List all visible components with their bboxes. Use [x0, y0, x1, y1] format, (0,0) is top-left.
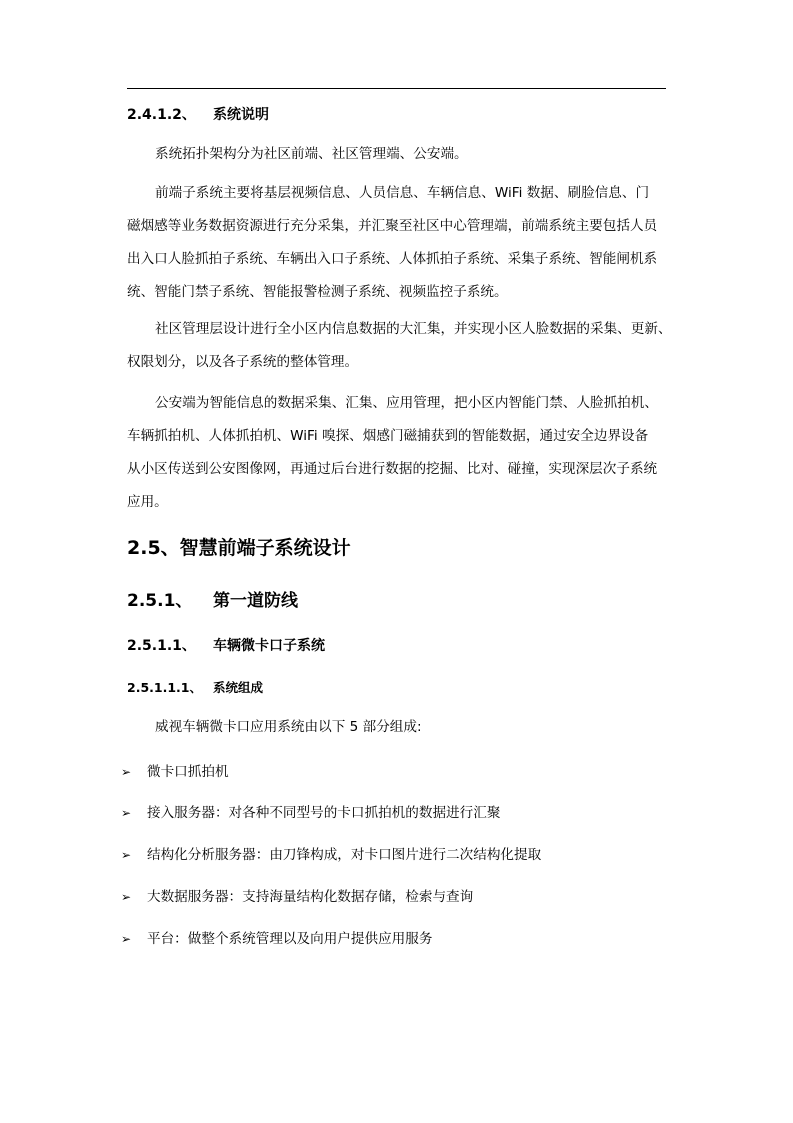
heading-number: 2.5.1.1、	[127, 638, 196, 654]
paragraph-police	[127, 387, 666, 519]
bullet-arrow-icon: ➢	[121, 890, 132, 904]
paragraph-line: 统、智能门禁子系统、智能报警检测子系统、视频监控子系统。	[127, 284, 508, 300]
list-item	[121, 927, 432, 947]
list-item-text: 大数据服务器：支持海量结构化数据存储，检索与查询	[147, 889, 474, 905]
bullet-arrow-icon: ➢	[121, 848, 132, 862]
bullet-arrow-icon: ➢	[121, 765, 132, 779]
bullet-arrow-icon: ➢	[121, 806, 132, 820]
paragraph-line: 前端子系统主要将基层视频信息、人员信息、车辆信息、WiFi 数据、刷脸信息、门	[155, 185, 650, 201]
heading-number: 2.4.1.2、	[127, 107, 196, 123]
heading-title: 系统说明	[213, 107, 269, 123]
list-item	[121, 760, 229, 780]
paragraph-line: 从小区传送到公安图像网，再通过后台进行数据的挖掘、比对、碰撞，实现深层次子系统	[127, 461, 658, 477]
paragraph-frontend	[127, 177, 666, 309]
list-item	[121, 801, 500, 821]
paragraph-management	[127, 313, 672, 379]
paragraph-line: 公安端为智能信息的数据采集、汇集、应用管理，把小区内智能门禁、人脸抓拍机、	[155, 395, 658, 411]
heading-2-5-1-1	[127, 635, 325, 655]
list-item-text: 微卡口抓拍机	[147, 764, 229, 780]
heading-title: 系统组成	[213, 680, 264, 695]
heading-number: 2.5.1.1.1、	[127, 680, 202, 695]
paragraph-line: 系统拓扑架构分为社区前端、社区管理端、公安端。	[155, 146, 468, 162]
paragraph-line: 磁烟感等业务数据资源进行充分采集，并汇聚至社区中心管理端，前端系统主要包括人员	[127, 218, 658, 234]
list-item	[121, 843, 541, 863]
heading-title: 第一道防线	[213, 591, 298, 611]
heading-title: 车辆微卡口子系统	[213, 638, 325, 654]
paragraph-line: 出入口人脸抓拍子系统、车辆出入口子系统、人体抓拍子系统、采集子系统、智能闸机系	[127, 251, 658, 267]
paragraph-line: 威视车辆微卡口应用系统由以下 5 部分组成:	[155, 719, 422, 735]
heading-2-5: 2.5、智慧前端子系统设计	[127, 537, 351, 559]
list-item-text: 接入服务器：对各种不同型号的卡口抓拍机的数据进行汇聚	[147, 805, 501, 821]
list-item-text: 平台：做整个系统管理以及向用户提供应用服务	[147, 931, 433, 947]
paragraph-line: 应用。	[127, 494, 168, 510]
paragraph-topology	[127, 138, 666, 171]
list-item-text: 结构化分析服务器：由刀锋构成，对卡口图片进行二次结构化提取	[147, 847, 542, 863]
heading-number: 2.5.1、	[127, 591, 193, 611]
header-rule	[127, 88, 666, 89]
bullet-arrow-icon: ➢	[121, 932, 132, 946]
paragraph-line: 车辆抓拍机、人体抓拍机、WiFi 嗅探、烟感门磁捕获到的智能数据，通过安全边界设备	[127, 428, 649, 444]
heading-2-4-1-2	[127, 104, 269, 124]
list-item	[121, 885, 473, 905]
paragraph-intro	[127, 711, 666, 744]
heading-2-5-1	[127, 586, 298, 611]
paragraph-line: 社区管理层设计进行全小区内信息数据的大汇集，并实现小区人脸数据的采集、更新、	[155, 321, 672, 337]
heading-2-5-1-1-1	[127, 678, 263, 696]
paragraph-line: 权限划分，以及各子系统的整体管理。	[127, 354, 359, 370]
